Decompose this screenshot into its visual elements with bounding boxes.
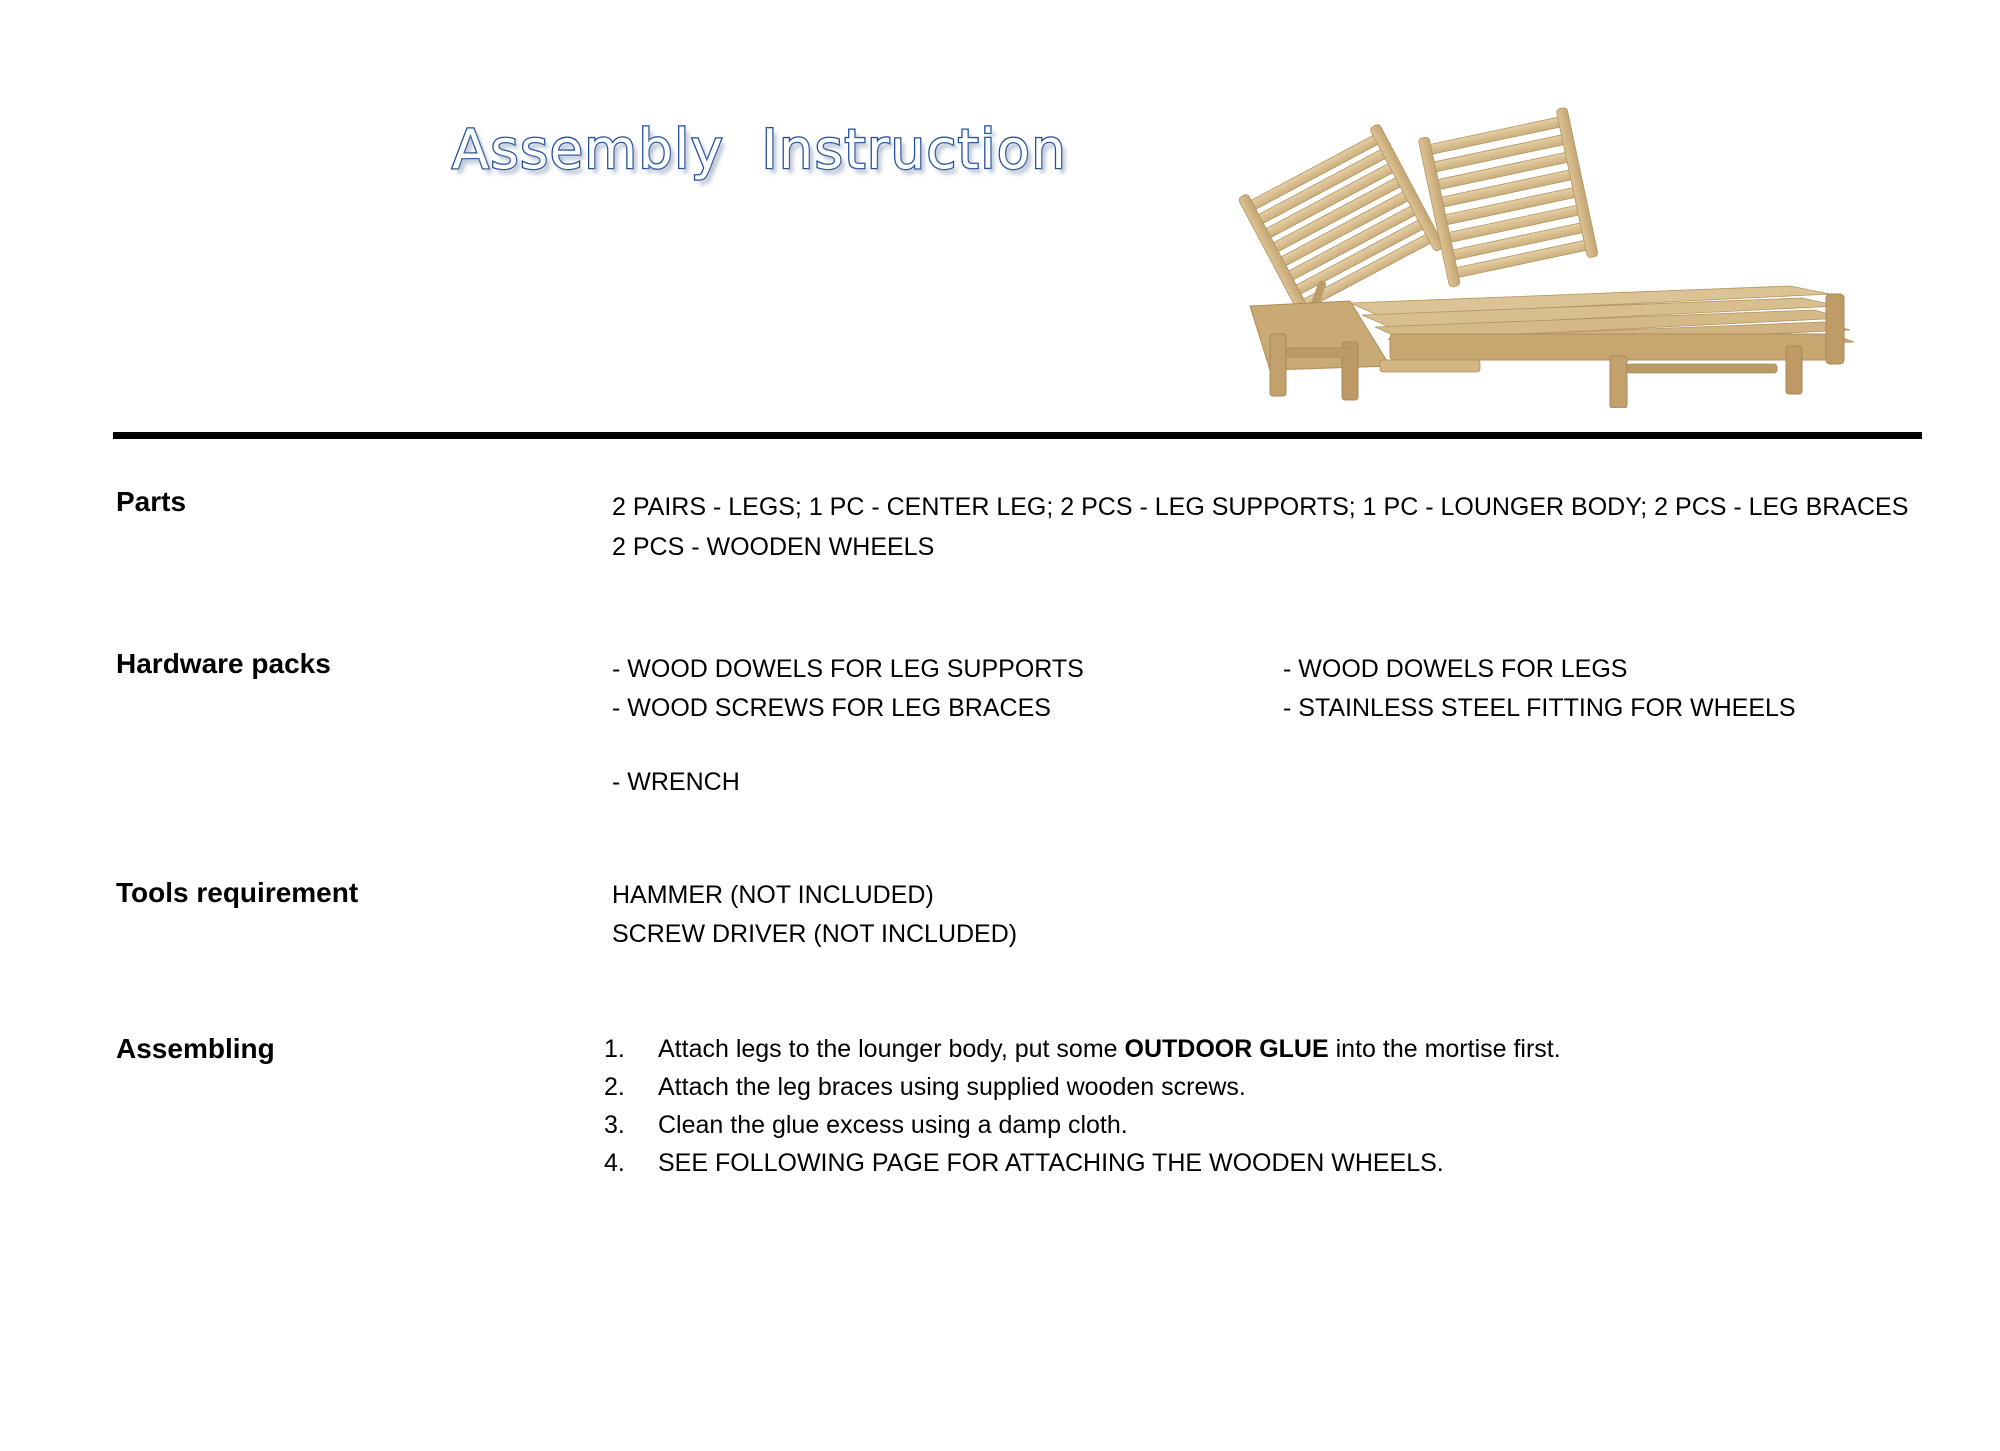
hardware-item: - WOOD SCREWS FOR LEG BRACES bbox=[612, 694, 1051, 722]
step-number: 4. bbox=[604, 1149, 625, 1177]
parts-line: 2 PCS - WOODEN WHEELS bbox=[612, 533, 935, 561]
hardware-item-wrench: - WRENCH bbox=[612, 768, 740, 796]
parts-line: 2 PAIRS - LEGS; 1 PC - CENTER LEG; 2 PCS - LEG SUPPORTS; 1 PC - LOUNGER BODY; 2 PCS - LEG BRACES bbox=[612, 493, 1909, 521]
assembling-step bbox=[604, 1030, 1561, 1068]
section-heading-parts: Parts bbox=[116, 486, 187, 517]
step-emphasis: OUTDOOR GLUE bbox=[1124, 1035, 1329, 1063]
assembling-steps-list bbox=[604, 1030, 1561, 1182]
hardware-item: - STAINLESS STEEL FITTING FOR WHEELS bbox=[1283, 694, 1796, 722]
step-number: 1. bbox=[604, 1035, 625, 1063]
hardware-packs-left-column bbox=[612, 650, 1084, 727]
tool-item: SCREW DRIVER (NOT INCLUDED) bbox=[612, 920, 1018, 948]
header-divider bbox=[113, 432, 1922, 439]
hardware-packs-right-column bbox=[1283, 650, 1796, 727]
backrest-left bbox=[1238, 123, 1445, 322]
assembling-step bbox=[604, 1106, 1561, 1144]
hardware-item: - WOOD DOWELS FOR LEGS bbox=[1283, 655, 1628, 683]
page-title: Assembly Instruction bbox=[452, 118, 1068, 181]
section-heading-hardware-packs: Hardware packs bbox=[116, 648, 331, 679]
step-text: Attach legs to the lounger body, put some bbox=[658, 1035, 1125, 1063]
product-photo-lounger bbox=[1230, 98, 1870, 408]
tools-requirement-content bbox=[612, 876, 1017, 953]
section-heading-assembling: Assembling bbox=[116, 1033, 275, 1064]
step-text: Attach the leg braces using supplied wooden screws. bbox=[658, 1073, 1246, 1101]
parts-content bbox=[612, 488, 1908, 566]
step-text: SEE FOLLOWING PAGE FOR ATTACHING THE WOODEN WHEELS. bbox=[658, 1149, 1444, 1177]
step-text: Clean the glue excess using a damp cloth. bbox=[658, 1111, 1128, 1139]
assembling-step bbox=[604, 1068, 1561, 1106]
hardware-item: - WOOD DOWELS FOR LEG SUPPORTS bbox=[612, 655, 1084, 683]
assembling-step bbox=[604, 1144, 1561, 1182]
step-text: into the mortise first. bbox=[1328, 1035, 1561, 1063]
step-number: 3. bbox=[604, 1111, 625, 1139]
step-number: 2. bbox=[604, 1073, 625, 1101]
backrest-right bbox=[1418, 107, 1598, 287]
tool-item: HAMMER (NOT INCLUDED) bbox=[612, 881, 934, 909]
section-heading-tools-requirement: Tools requirement bbox=[116, 877, 359, 908]
